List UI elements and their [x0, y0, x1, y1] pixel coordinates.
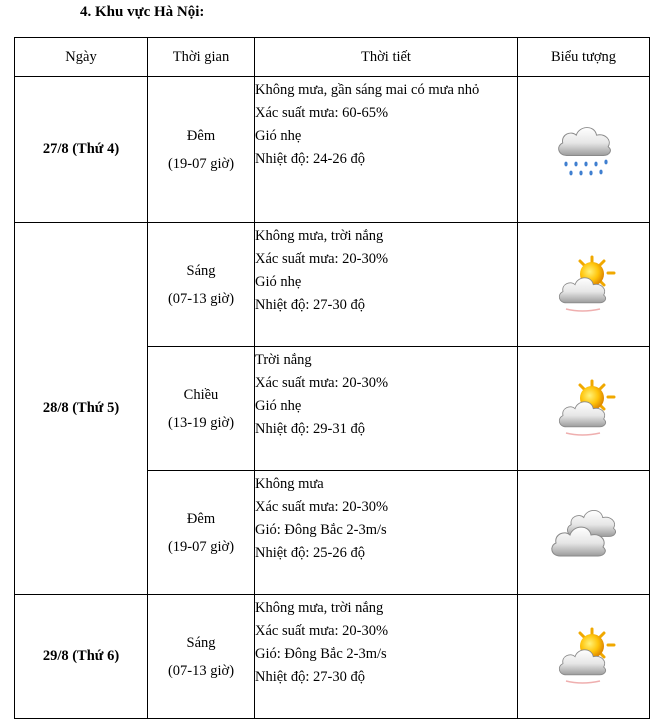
- temperature: Nhiệt độ: 24-26 độ: [255, 151, 365, 167]
- icon-cell: [518, 347, 650, 471]
- table-row: [15, 595, 650, 719]
- column-header-weather: Thời tiết: [255, 38, 518, 77]
- period-cell: [148, 595, 255, 719]
- period-hours: (19-07 giờ): [167, 538, 235, 555]
- period-cell: [148, 471, 255, 595]
- period-cell: [148, 347, 255, 471]
- section-heading: 4. Khu vực Hà Nội:: [80, 4, 205, 20]
- weather-cell: [255, 471, 518, 595]
- sun-cloud-icon: [552, 253, 616, 317]
- weather-description: Trời nắng: [255, 352, 312, 368]
- wind: Gió: Đông Bắc 2-3m/s: [255, 646, 387, 662]
- icon-cell: [518, 471, 650, 595]
- day-cell: 28/8 (Thứ 5): [15, 223, 148, 595]
- period-hours: (13-19 giờ): [167, 414, 235, 431]
- period-cell: [148, 77, 255, 223]
- sun-cloud-icon: [552, 377, 616, 441]
- temperature: Nhiệt độ: 27-30 độ: [255, 669, 365, 685]
- temperature: Nhiệt độ: 27-30 độ: [255, 297, 365, 313]
- column-header-time: Thời gian: [148, 38, 255, 77]
- icon-cell: [518, 223, 650, 347]
- rain-cloud-icon: [552, 118, 616, 182]
- wind: Gió nhẹ: [255, 274, 302, 290]
- column-header-icon: Biểu tượng: [518, 38, 650, 77]
- period-hours: (07-13 giờ): [167, 290, 235, 307]
- weather-cell: [255, 347, 518, 471]
- weather-description: Không mưa, trời nắng: [255, 600, 384, 616]
- wind: Gió nhẹ: [255, 128, 302, 144]
- period-name: Đêm: [186, 510, 216, 527]
- rain-chance: Xác suất mưa: 20-30%: [255, 499, 389, 515]
- period-name: Chiều: [183, 386, 219, 403]
- table-row: [15, 77, 650, 223]
- rain-chance: Xác suất mưa: 20-30%: [255, 375, 389, 391]
- temperature: Nhiệt độ: 29-31 độ: [255, 421, 365, 437]
- weather-cell: [255, 77, 518, 223]
- weather-cell: [255, 223, 518, 347]
- table-header-row: [15, 38, 650, 77]
- day-cell: 27/8 (Thứ 4): [15, 77, 148, 223]
- table-row: [15, 223, 650, 347]
- day-cell: 29/8 (Thứ 6): [15, 595, 148, 719]
- icon-cell: [518, 77, 650, 223]
- period-name: Sáng: [186, 262, 216, 279]
- sun-cloud-icon: [552, 625, 616, 689]
- period-hours: (07-13 giờ): [167, 662, 235, 679]
- forecast-table: [14, 37, 650, 719]
- wind: Gió nhẹ: [255, 398, 302, 414]
- period-name: Sáng: [186, 634, 216, 651]
- weather-description: Không mưa: [255, 476, 324, 492]
- icon-cell: [518, 595, 650, 719]
- weather-description: Không mưa, gần sáng mai có mưa nhỏ: [255, 82, 480, 98]
- temperature: Nhiệt độ: 25-26 độ: [255, 545, 365, 561]
- rain-chance: Xác suất mưa: 60-65%: [255, 105, 389, 121]
- cloud-icon: [546, 501, 622, 565]
- period-name: Đêm: [186, 127, 216, 144]
- rain-chance: Xác suất mưa: 20-30%: [255, 623, 389, 639]
- weather-description: Không mưa, trời nắng: [255, 228, 384, 244]
- period-cell: [148, 223, 255, 347]
- period-hours: (19-07 giờ): [167, 155, 235, 172]
- rain-chance: Xác suất mưa: 20-30%: [255, 251, 389, 267]
- weather-cell: [255, 595, 518, 719]
- wind: Gió: Đông Bắc 2-3m/s: [255, 522, 387, 538]
- column-header-day: Ngày: [15, 38, 148, 77]
